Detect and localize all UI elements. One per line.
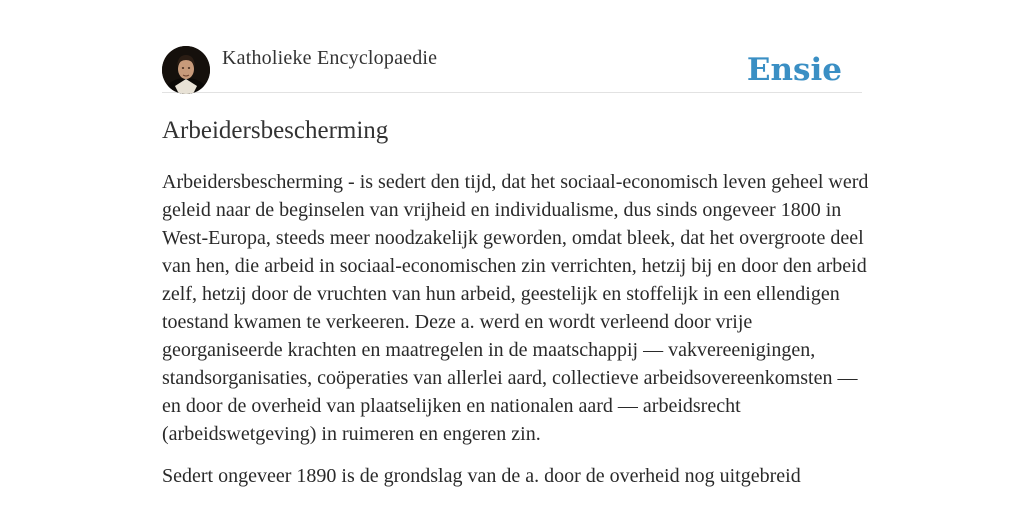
source-avatar[interactable]	[162, 46, 210, 94]
source-name[interactable]: Katholieke Encyclopaedie	[222, 47, 438, 69]
header	[162, 46, 862, 93]
portrait-icon	[162, 46, 210, 94]
ensie-logo-link[interactable]: Ensie	[746, 52, 842, 88]
article-paragraph: Arbeidersbescherming - is sedert den tijd, dat het sociaal-economisch leven geheel werd geleid naar de beginselen van vrijheid en individualisme, dus sinds ongeveer 1800 in West-Europa, steeds meer noodzakelijk geworden, omdat bleek, dat het overgroote deel van hen, die arbeid in sociaal-economischen zin verrichten, hetzij bij en door den arbeid zelf, hetzij door de vruchten van hun arbeid, geestelijk en stoffelijk in een ellendigen toestand kwamen te verkeeren. Deze a. werd en wordt verleend door vrije georganiseerde krachten en maatregelen in de maatschappij — vakvereenigingen, standsorganisaties, coöperaties van allerlei aard, collectieve arbeidsovereenkomsten — en door de overheid van plaatselijken en nationalen aard — arbeidsrecht (arbeidswetgeving) in ruimeren en engeren zin.	[162, 171, 869, 445]
article-title: Arbeidersbescherming	[162, 117, 389, 144]
article-paragraph: Sedert ongeveer 1890 is de grondslag van de a. door de overheid nog uitgebreid	[162, 465, 801, 487]
article-body	[162, 168, 874, 504]
